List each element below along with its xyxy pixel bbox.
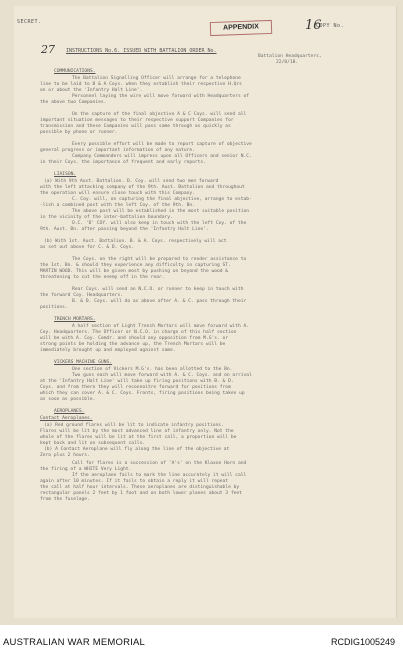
body-line: B. & D. Coys. will do as above after A. & C. pass through their	[72, 299, 247, 304]
body-line: (a) With 9th Aust. Battalion. D. Coy. will send two men forward	[44, 179, 219, 184]
body-line: The Battalion Signalling Officer will arrange for a telephone	[72, 76, 241, 81]
appendix-stamp	[210, 20, 272, 36]
date-label: 22/8/18.	[276, 60, 299, 65]
body-line: (a) Red ground flares will be lit to indicate infantry positions.	[44, 423, 224, 428]
body-line: kept back and lit on subsequent calls.	[40, 441, 146, 446]
body-line: the above two Companies.	[40, 100, 107, 105]
body-line: at the 'Infantry Halt Line' will take up firing positions with B. & D.	[40, 379, 234, 384]
body-line: possible by phone or runner.	[40, 130, 118, 135]
body-line: general progress or important information of any nature.	[40, 148, 195, 153]
body-line: immediately brought up and employed against same.	[40, 348, 176, 353]
body-line: the 1st. Bn. & should they experience any difficulty in capturing ST.	[40, 263, 231, 268]
body-line: the firing of a WHITE Very Light.	[40, 467, 132, 472]
body-line: Coy. Headquarters. The Officer or N.C.O. in charge of this half section	[40, 330, 237, 335]
body-line: from the fuselage.	[40, 497, 90, 502]
body-line: Every possible effort will be made to report capture of objective	[72, 142, 252, 147]
archive-footer	[0, 625, 403, 653]
copy-number-label: COPY No.	[316, 23, 345, 29]
body-line: the forward Coy. Headquarters.	[40, 293, 123, 298]
body-line: again after 10 minutes. If it fails to obtain a reply it will repeat	[40, 479, 229, 484]
section-heading: VICKERS MACHINE GUNS.	[54, 360, 113, 365]
body-line: MARTIN WOOD. This will be given most by pushing on beyond the wood &	[40, 269, 229, 274]
body-line: O.C. 'D' COY. will also keep in touch with the left Coy. of the	[72, 221, 247, 226]
body-line: whole of the flares will be lit at the first call, a proportion will be	[40, 435, 237, 440]
body-line: line to be laid to B & A Coys. when they establish their respective H.Qrs	[40, 82, 242, 87]
body-line: in their Coys. the importance of frequent and early reports.	[40, 160, 206, 165]
section-heading: AEROPLANES.	[54, 409, 85, 414]
handwritten-number: 16	[305, 18, 322, 33]
body-line: A half section of Light Trench Mortars will move forward with A.	[72, 324, 250, 329]
body-line: One section of Vickers M.G's. has been allotted to the Bn.	[72, 367, 233, 372]
body-line: -lish a combined post with the left Coy. of the 9th. Bn.	[40, 203, 195, 208]
document-title: INSTRUCTIONS No.6. ISSUED WITH BATTALION ORDER No.	[66, 48, 217, 54]
body-line: 9th. Aust. Bn. after passing beyond the 'Infantry Halt Line'.	[40, 227, 209, 232]
body-line: strong points be holding the advance up, the Trench Mortars will be	[40, 342, 226, 347]
document-paper	[14, 6, 397, 618]
record-id: RCDIG1005249	[330, 637, 395, 647]
section-heading: TRENCH MORTARS.	[54, 317, 96, 322]
body-line: (b) A Contact Aeroplane will fly along the line of the objective at	[44, 447, 230, 452]
body-line: the call at half hour intervals. These aeroplanes are distinguishable by	[40, 485, 240, 490]
hq-label: Battalion Headquarters,	[258, 54, 322, 59]
page-reference: 27	[41, 43, 55, 56]
body-line: the operation will ensure close touch with this Company.	[40, 191, 195, 196]
sub-heading: Contact Aeroplanes.	[40, 416, 93, 421]
appendix-stamp-text: APPENDIX	[222, 23, 259, 32]
section-heading: COMMUNICATIONS.	[54, 69, 96, 74]
body-line: threatening to cut the enemy off in the rear.	[40, 275, 165, 280]
body-line: Coys. and from there they will reconnoitre forward for positions from	[40, 385, 231, 390]
section-heading: LIAISON.	[54, 172, 77, 177]
body-line: which they can cover A. & C. Coys. Fronts, firing positions being taken up	[40, 391, 245, 396]
body-line: Call for flares is a succession of 'A's' on the Klaxon Horn and	[72, 461, 247, 466]
body-line: on or about the 'Infantry Halt Line'.	[40, 88, 143, 93]
body-line: will be with A. Coy. Comdr. and should any opposition from M.G's. or	[40, 336, 229, 341]
body-line: Two guns each will move forward with A. & C. Coys. and on arrival	[72, 373, 252, 378]
body-line: If the aeroplane fails to mark the line accurately it will call	[72, 473, 247, 478]
classification-label: SECRET.	[17, 19, 42, 25]
body-line: Rear Coys. will send an N.C.O. or runner to keep in touch with	[72, 287, 244, 292]
body-line: C. Coy. will, on capturing the final objective, arrange to estab-	[72, 197, 252, 202]
body-line: as soon as possible.	[40, 397, 96, 402]
archive-name: AUSTRALIAN WAR MEMORIAL	[3, 637, 146, 648]
body-line: The above post will be established in the most suitable position	[72, 209, 250, 214]
body-line: Company Commanders will impress upon all Officers and senior N.C.	[72, 154, 252, 159]
body-line: positions.	[40, 305, 68, 310]
body-line: On the capture of the final objective A & C Coys. will send all	[72, 112, 247, 117]
body-line: rectangular panels 2 feet by 1 foot and on both lower planes about 3 feet	[40, 491, 242, 496]
body-line: important situation messages to their respective support Companies for	[40, 118, 234, 123]
body-line: (b) With 1st. Aust. Battalion. B. & A. Coys. respectively will act	[44, 239, 227, 244]
body-line: Zero plus 2 hours.	[40, 453, 90, 458]
body-line: The Coys. on the right will be prepared to render assistance to	[72, 257, 247, 262]
body-line: transmission and these Companies will pass same through as quickly as	[40, 124, 231, 129]
body-line: with the left attacking company of the 9th. Aust. Battalion and throughout	[40, 185, 245, 190]
body-line: Personnel laying the wire will move forward with Headquarters of	[72, 94, 250, 99]
body-line: as set out above for C. & D. Coys.	[40, 245, 135, 250]
body-line: Flares will be lit by the most advanced line of infantry only. Not the	[40, 429, 234, 434]
body-line: in the vicinity of the inter-battalion boundary.	[40, 215, 173, 220]
